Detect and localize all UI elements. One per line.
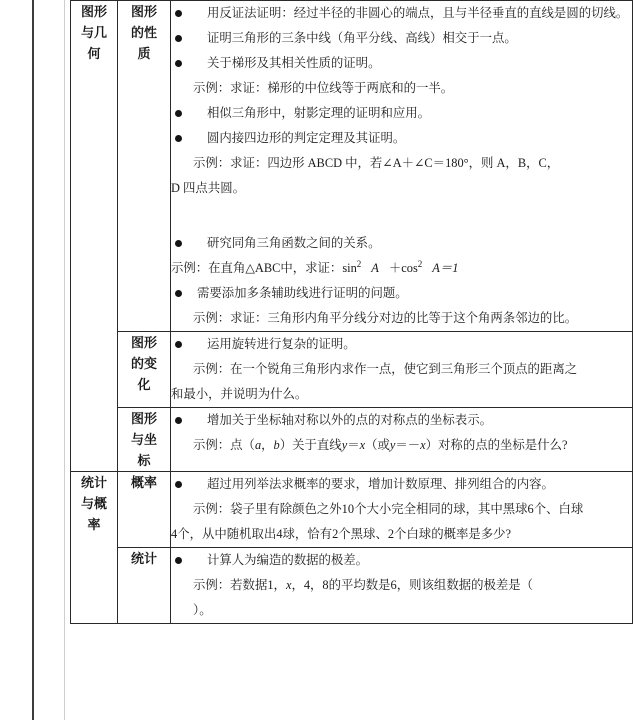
example-text-lead: 示例：求证：四边形 ABCD 中，若∠A＋∠C＝180°，则 A，B，C， [193, 156, 560, 170]
coord-var-y-1: y [341, 438, 348, 452]
bullet-text: 需要添加多条辅助线进行证明的问题。 [197, 286, 408, 300]
content-cell-probability [171, 472, 633, 548]
bullet-list [171, 548, 632, 623]
domain-cell-geometry [71, 1, 118, 472]
bullet-text: 运用旋转进行复杂的证明。 [207, 337, 356, 351]
bullet-dot-icon [175, 557, 182, 564]
stat-lead: 示例：若数据1， [193, 578, 286, 592]
example-text: 示例：求证：梯形的中位线等于两底和的一半。 [193, 81, 454, 95]
formula-exponent-2: 2 [417, 258, 423, 269]
bullet-text: 计算人为编造的数据的极差。 [207, 553, 369, 567]
coord-paren-open: （或 [365, 438, 390, 452]
formula-plus-cos: ＋cos [388, 261, 418, 275]
content-cell-figure-coordinates [171, 408, 633, 472]
example-text-lead: 示例：袋子里有除颜色之外10个大小完全相同的球，其中黑球6个、白球 [193, 502, 584, 516]
bullet-text: 关于梯形及其相关性质的证明。 [207, 56, 381, 70]
list-item [171, 408, 632, 433]
curriculum-table-wrapper [70, 0, 632, 713]
coord-var-a: a [254, 438, 262, 452]
bullet-list [171, 408, 632, 458]
topic-label: 图形的性质 [130, 4, 157, 61]
table-row [71, 472, 633, 548]
bullet-text: 用反证法证明：经过半径的非圆心的端点，且与半径垂直的直线是圆的切线。 [207, 6, 629, 20]
list-item [171, 472, 632, 497]
bullet-dot-icon [175, 290, 182, 297]
topic-label: 图形与坐标 [130, 411, 157, 468]
bullet-dot-icon [175, 110, 182, 117]
example-statistics-continued: ）。 [193, 603, 212, 617]
example-text-lead: 示例：在一个锐角三角形内求作一点，使它到三角形三个顶点的距离之 [193, 362, 578, 376]
bullet-dot-icon [175, 481, 182, 488]
coord-var-x-2: x [420, 438, 426, 452]
bullet-list [171, 1, 632, 331]
content-cell-statistics [171, 548, 633, 624]
formula-sin: sin [342, 261, 357, 275]
topic-cell-figure-transformation [118, 332, 171, 408]
bullet-dot-icon [175, 341, 182, 348]
table-row [71, 408, 633, 472]
topic-label: 概率 [130, 475, 157, 490]
bullet-list [171, 472, 632, 547]
coord-equals-1: ＝ [347, 438, 360, 452]
coord-var-y-2: y [389, 438, 396, 452]
coord-prefix: 示例：点（ [193, 438, 255, 452]
list-item [171, 1, 632, 26]
list-item [171, 51, 632, 76]
bullet-text: 超过用列举法求概率的要求，增加计数原理、排列组合的内容。 [207, 477, 554, 491]
coord-separator: ， [261, 438, 274, 452]
list-item [171, 126, 632, 151]
bullet-text: 研究同角三角函数之间的关系。 [207, 236, 381, 250]
list-item [171, 26, 632, 51]
example-statistics-question [171, 573, 632, 598]
formula-angle-A-2: A＝1 [432, 261, 459, 275]
page-edge-artifact-secondary [64, 0, 65, 720]
coord-suffix: ）对称的点的坐标是什么? [425, 438, 568, 452]
bullet-dot-icon [175, 60, 182, 67]
domain-label: 统计与概率 [80, 475, 107, 532]
list-item [171, 101, 632, 126]
list-item [171, 281, 632, 306]
table-row [71, 1, 633, 332]
bullet-dot-icon [175, 10, 182, 17]
domain-cell-statistics-probability [71, 472, 118, 624]
bullet-text: 相似三角形中，射影定理的证明和应用。 [207, 106, 431, 120]
content-cell-figure-properties [171, 1, 633, 332]
stat-mid: ，4，8的平均数是6，则该组数据的极差是（ [291, 578, 534, 592]
example-coordinate-question [171, 433, 632, 458]
bullet-dot-icon [175, 240, 182, 247]
bullet-dot-icon [175, 417, 182, 424]
bullet-text: 证明三角形的三条中线（角平分线、高线）相交于一点。 [207, 31, 517, 45]
page-edge-artifact [32, 0, 34, 720]
content-cell-figure-transformation [171, 332, 633, 408]
formula-exponent-1: 2 [356, 258, 362, 269]
bullet-text: 增加关于坐标轴对称以外的点的对称点的坐标表示。 [207, 413, 492, 427]
vertical-spacer [171, 201, 632, 231]
bullet-text: 圆内接四边形的判定定理及其证明。 [207, 131, 406, 145]
coord-var-b: b [273, 438, 280, 452]
example-text-continued: 和最小，并说明为什么。 [171, 387, 308, 401]
topic-label: 图形的变化 [130, 335, 157, 392]
formula-lead: 示例：在直角△ABC中，求证： [171, 261, 343, 275]
topic-cell-figure-properties [118, 1, 171, 332]
list-item [171, 548, 632, 573]
bullet-dot-icon [175, 135, 182, 142]
curriculum-table [70, 0, 633, 624]
formula-angle-A-1: A [371, 261, 379, 275]
example-formula-trig [171, 256, 632, 281]
topic-cell-probability [118, 472, 171, 548]
example-text: 示例：求证：三角形内角平分线分对边的比等于这个角两条邻边的比。 [193, 311, 578, 325]
table-row [71, 332, 633, 408]
stat-var-x: x [285, 578, 292, 592]
topic-label: 统计 [130, 551, 157, 566]
bullet-dot-icon [175, 35, 182, 42]
topic-cell-statistics [118, 548, 171, 624]
bullet-list [171, 332, 632, 407]
domain-label: 图形与几何 [80, 4, 107, 61]
example-text-continued: 4个，从中随机取出4球，恰有2个黑球、2个白球的概率是多少? [171, 527, 512, 541]
table-row [71, 548, 633, 624]
example-text-continued: D 四点共圆。 [171, 181, 245, 195]
coord-var-x-1: x [359, 438, 366, 452]
coord-equals-2: ＝－ [395, 438, 421, 452]
topic-cell-figure-coordinates [118, 408, 171, 472]
list-item [171, 332, 632, 357]
coord-mid-text: ）关于直线 [279, 438, 342, 452]
list-item [171, 231, 632, 256]
